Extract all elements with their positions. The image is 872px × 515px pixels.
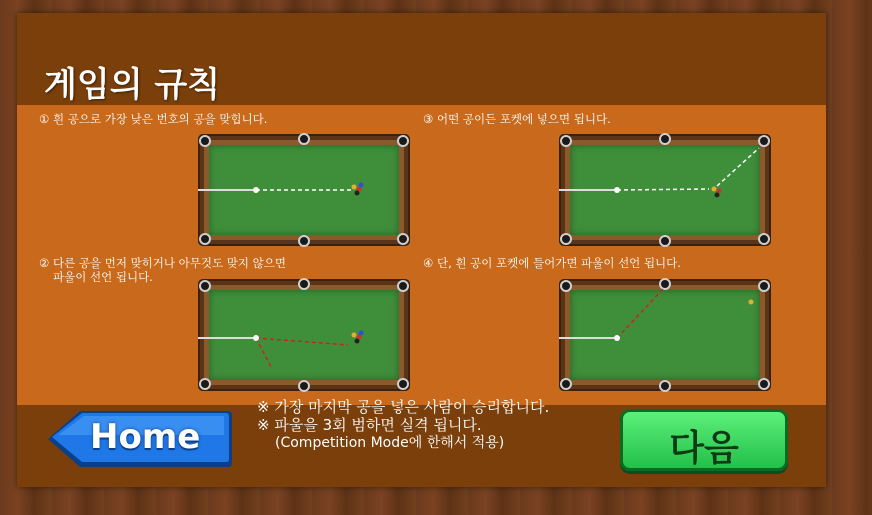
ball-path [717, 148, 759, 186]
rule-3-text [423, 112, 611, 126]
rule-1-text [39, 112, 267, 126]
object-ball [352, 333, 357, 338]
shot-diagram [559, 134, 771, 246]
page-title: 게임의 규칙 [44, 65, 221, 105]
rule-1-line1: ① 흰 공으로 가장 낮은 번호의 공을 맞힙니다. [39, 112, 268, 126]
next-button-label: 다음 [669, 428, 739, 469]
cue-ball-scratch-path [617, 289, 663, 338]
object-ball [715, 193, 720, 198]
rule-4-text [423, 256, 681, 270]
object-ball [359, 331, 364, 336]
cue-ball [614, 335, 620, 341]
object-ball [749, 300, 754, 305]
home-button[interactable] [44, 407, 234, 471]
next-button[interactable] [620, 409, 788, 471]
cue-ball [614, 187, 620, 193]
object-ball [712, 187, 717, 192]
cue-ball [253, 335, 259, 341]
rule-1-diagram [198, 134, 410, 246]
rules-dialog [17, 13, 826, 487]
foul-line [256, 338, 348, 345]
rule-4-line1: ④ 단, 흰 공이 포켓에 들어가면 파울이 선언 됩니다. [423, 256, 681, 270]
rule-4-diagram [559, 279, 771, 391]
object-ball [359, 183, 364, 188]
object-ball [355, 191, 360, 196]
note-disqualify: ※ 파울을 3회 범하면 실격 됩니다. [257, 416, 482, 434]
foul-line [256, 338, 271, 367]
rules-panel [17, 105, 826, 405]
object-ball [355, 339, 360, 344]
shot-diagram [198, 134, 410, 246]
rule-3-diagram [559, 134, 771, 246]
aim-line [617, 189, 709, 190]
home-button-label: Home [90, 417, 201, 457]
footer-notes [257, 398, 549, 452]
object-ball [352, 185, 357, 190]
shot-diagram [198, 279, 410, 391]
note-winner: ※ 가장 마지막 공을 넣은 사람이 승리합니다. [257, 398, 550, 416]
cue-ball [253, 187, 259, 193]
rule-2-diagram [198, 279, 410, 391]
rule-2-line2: 파울이 선언 됩니다. [53, 270, 153, 284]
rule-3-line1: ③ 어떤 공이든 포켓에 넣으면 됩니다. [423, 112, 611, 126]
note-competition-mode: (Competition Mode에 한해서 적용) [275, 435, 505, 451]
shot-diagram [559, 279, 771, 391]
rule-2-line1: ② 다른 공을 먼저 맞히거나 아무것도 맞지 않으면 [39, 256, 286, 270]
